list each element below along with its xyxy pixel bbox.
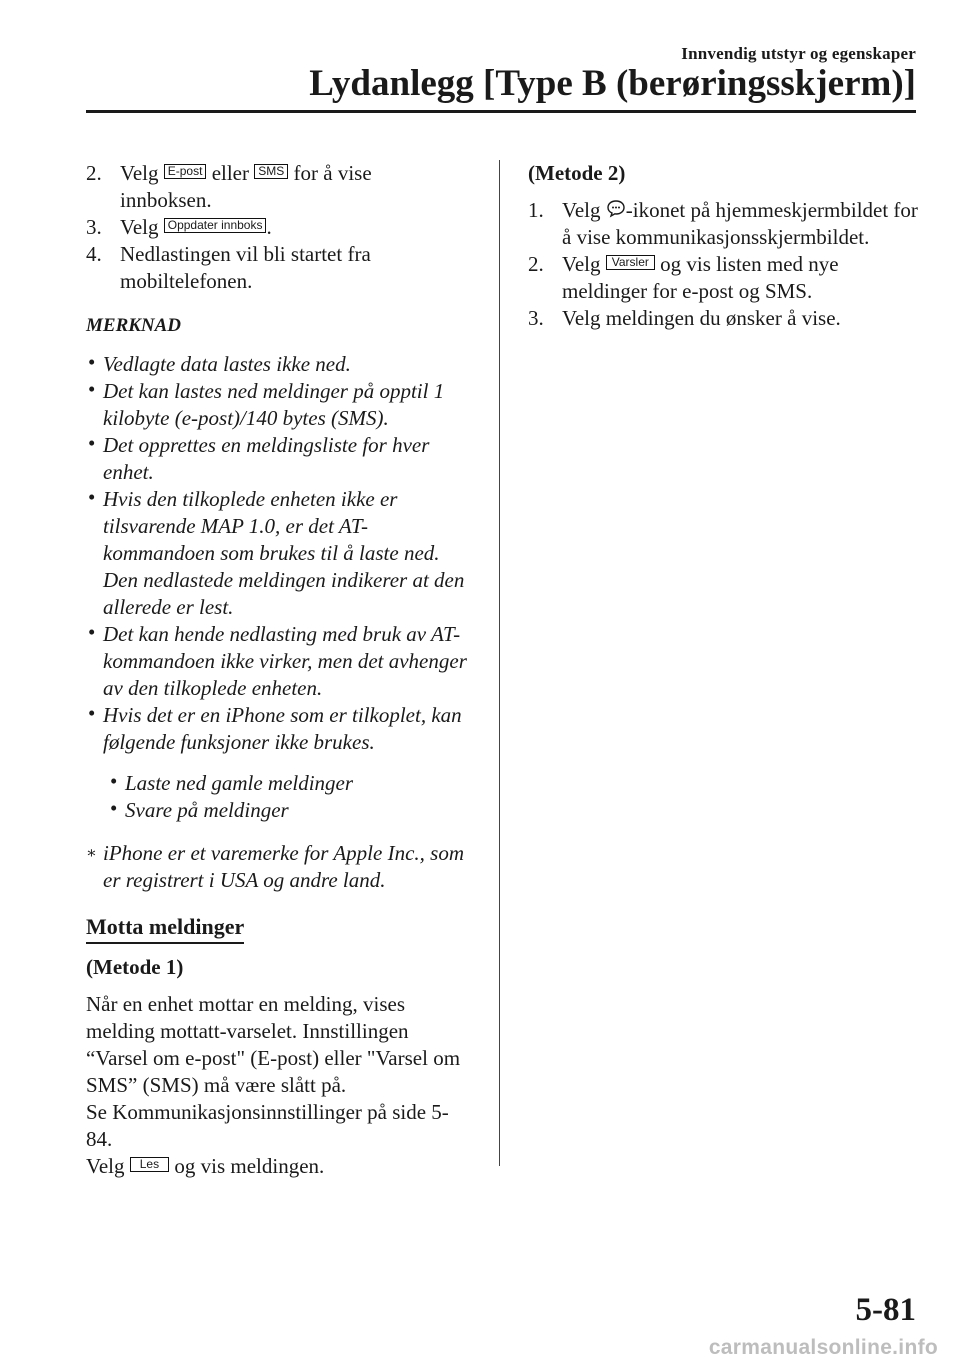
section-label: Innvendig utstyr og egenskaper: [681, 44, 916, 63]
step-4: [86, 241, 468, 295]
step-text: Velg: [562, 252, 601, 276]
step-text: og vis listen med nye meldinger for e-post og SMS.: [562, 252, 839, 303]
note-item: [86, 378, 468, 432]
subnote-list: [86, 770, 468, 824]
method-2: (Metode 2): [528, 161, 626, 185]
subnote-item: [108, 797, 468, 824]
note-item: [86, 486, 468, 621]
bullet-icon: •: [88, 701, 96, 725]
bullet-icon: •: [88, 431, 96, 455]
step-number: 4.: [86, 242, 102, 266]
velg-text: og vis meldingen.: [174, 1154, 325, 1178]
step-number: 3.: [528, 306, 544, 330]
asterisk-mark: ∗: [86, 845, 97, 862]
footnote: [86, 840, 468, 894]
bullet-icon: •: [88, 620, 96, 644]
note-item: [86, 351, 468, 378]
varsler-button[interactable]: Varsler: [606, 255, 655, 270]
subheading: Motta meldinger: [86, 914, 244, 944]
step-number: 2.: [86, 161, 102, 185]
see-reference: Se Kommunikasjonsinnstillinger på side 5-84.: [86, 1100, 449, 1151]
note-text: Det kan lastes ned meldinger på opptil 1 kilobyte (e-post)/140 bytes (SMS).: [103, 379, 445, 430]
sms-button[interactable]: SMS: [254, 164, 288, 179]
footnote-text: iPhone er et varemerke for Apple Inc., som er registrert i USA og andre land.: [103, 841, 464, 892]
note-text: Det kan hende nedlasting med bruk av AT-kommandoen ikke virker, men det avhenger av den tilkoplede enheten.: [103, 622, 467, 700]
note-item: [86, 432, 468, 486]
column-divider: [499, 160, 500, 1166]
step-text: Nedlastingen vil bli startet fra mobiltelefonen.: [120, 242, 371, 293]
velg-line: [86, 1153, 468, 1180]
left-column: [86, 160, 468, 1180]
bullet-icon: •: [88, 377, 96, 401]
bullet-icon: •: [88, 350, 96, 374]
step-text: for å vise innboksen.: [120, 161, 372, 212]
step-text: eller: [211, 161, 249, 185]
les-button[interactable]: Les: [130, 1157, 169, 1172]
step-text: Velg: [120, 215, 159, 239]
subnote-text: Laste ned gamle meldinger: [125, 771, 354, 795]
bullet-icon: •: [88, 485, 96, 509]
subheading-wrap: [86, 914, 468, 944]
body-text: Når en enhet mottar en melding, vises melding mottatt-varselet. Innstillingen “Varsel om e-post" (E-post) eller "Varsel om SMS” (SMS) må være slått på.: [86, 992, 461, 1097]
step-2: [86, 160, 468, 214]
note-text: Hvis det er en iPhone som er tilkoplet, kan følgende funksjoner ikke brukes.: [103, 703, 462, 754]
step-text: .: [266, 215, 272, 239]
step-text: Velg: [120, 161, 159, 185]
step-2: [528, 251, 918, 305]
watermark: carmanualsonline.info: [708, 1336, 938, 1359]
note-list: [86, 351, 468, 756]
subnote-item: [108, 770, 468, 797]
chapter-title: Lydanlegg [Type B (berøringsskjerm)]: [309, 63, 916, 104]
subnote-text: Svare på meldinger: [125, 798, 289, 822]
step-number: 2.: [528, 252, 544, 276]
header-rule: [86, 110, 916, 113]
page-number: 5-81: [855, 1292, 916, 1328]
step-3: [86, 214, 468, 241]
note-item: [86, 702, 468, 756]
step-number: 1.: [528, 198, 544, 222]
note-text: Vedlagte data lastes ikke ned.: [103, 352, 351, 376]
bullet-icon: •: [110, 796, 118, 820]
note-text: Hvis den tilkoplede enheten ikke er tilsvarende MAP 1.0, er det AT-kommandoen som brukes til å laste ned. Den nedlastede meldingen indikerer at den allerede er lest.: [103, 487, 465, 619]
e-post-button[interactable]: E-post: [164, 164, 207, 179]
note-text: Det opprettes en meldingsliste for hver enhet.: [103, 433, 430, 484]
step-text: Velg: [562, 198, 601, 222]
step-text: Velg meldingen du ønsker å vise.: [562, 306, 841, 330]
bullet-icon: •: [110, 769, 118, 793]
oppdater-innboks-button[interactable]: Oppdater innboks: [164, 218, 267, 233]
right-column: [528, 160, 918, 332]
step-text: -ikonet på hjemmeskjermbildet for å vise kommunikasjonsskjermbildet.: [562, 198, 918, 249]
step-1: [528, 197, 918, 251]
method-1: (Metode 1): [86, 955, 184, 979]
step-3: [528, 305, 918, 332]
velg-text: Velg: [86, 1154, 125, 1178]
step-number: 3.: [86, 215, 102, 239]
note-title: MERKNAD: [86, 315, 182, 336]
message-icon[interactable]: [606, 198, 626, 218]
note-item: [86, 621, 468, 702]
